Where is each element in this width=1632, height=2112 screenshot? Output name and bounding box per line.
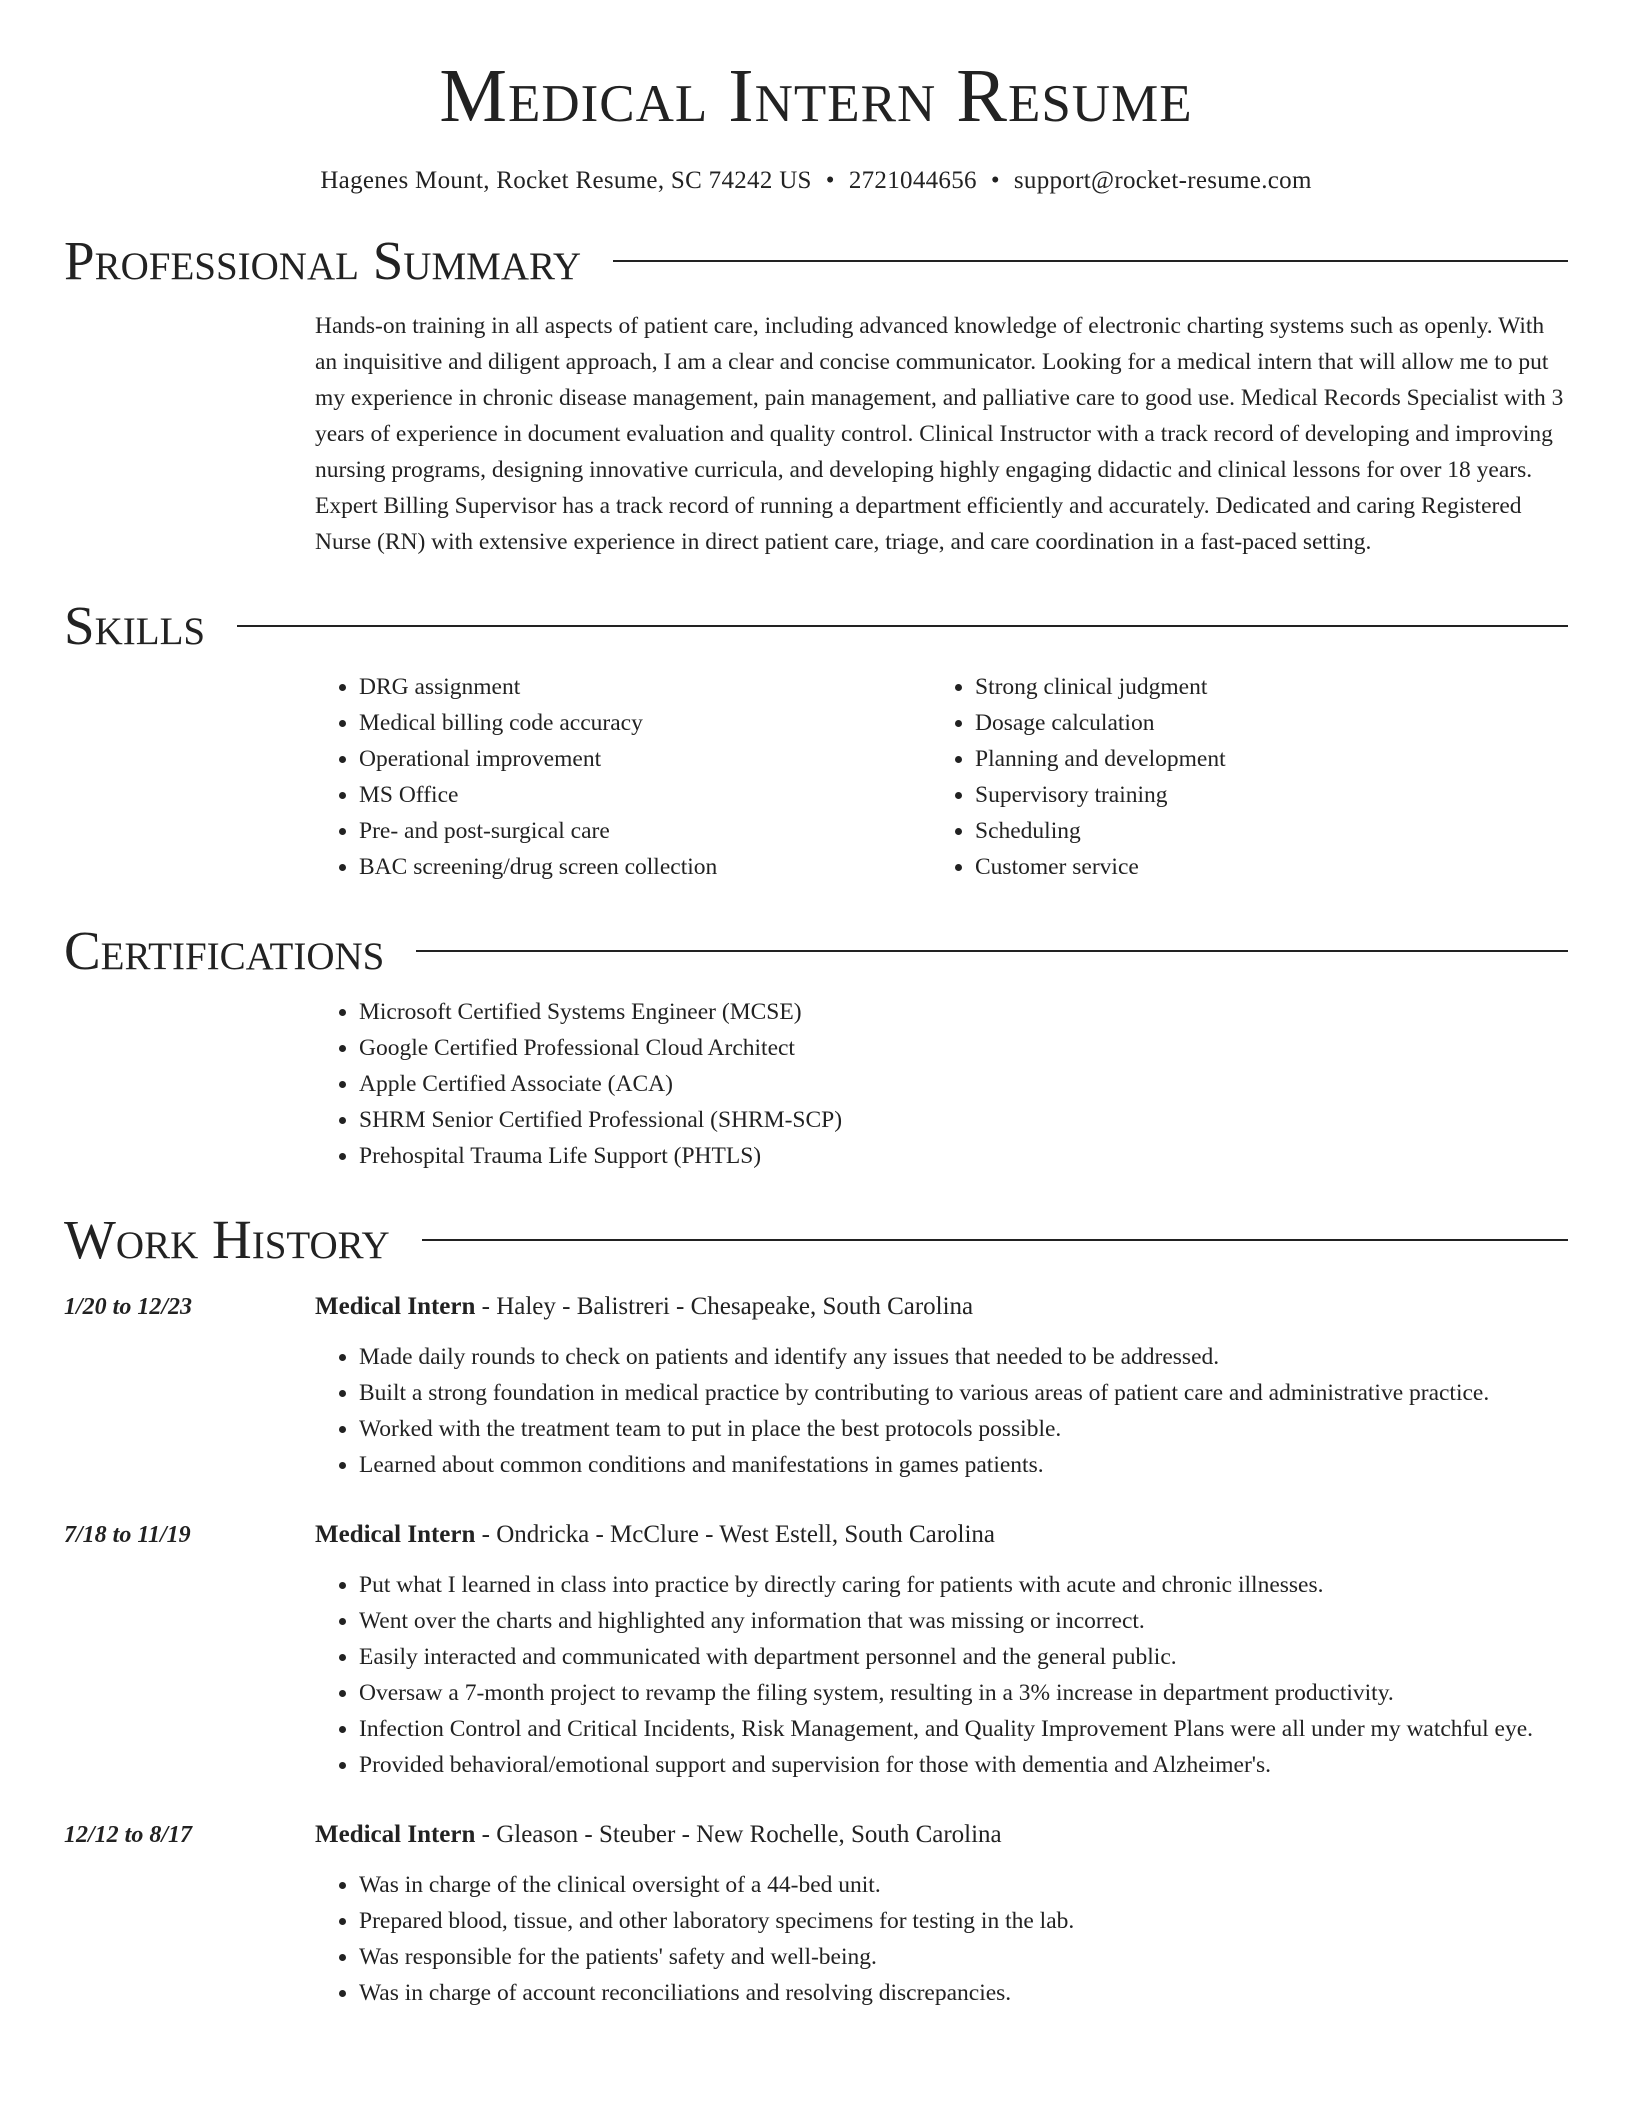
skill-item: • Strong clinical judgment [975,669,1547,705]
skill-item: • MS Office [359,777,931,813]
job-dates: 12/12 to 8/17 [64,1822,193,1848]
certification-item: • Apple Certified Associate (ACA) [359,1066,1568,1102]
contact-address: Hagenes Mount, Rocket Resume, SC 74242 US [320,167,812,194]
summary-text: Hands-on training in all aspects of patient care, including advanced knowledge of electronic charting systems such as openly. With an inquisitive and diligent approach, I am a clear and concise communicator. Looking for a medical intern that will allow me to put my experience in chronic disease management, pain management, and palliative care to good use. Medical Records Specialist with 3 years of experience in document evaluation and quality control. Clinical Instructor with a track record of developing and improving nursing programs, designing innovative curricula, and developing highly engaging didactic and clinical lessons for over 18 years. Expert Billing Supervisor has a track record of running a department efficiently and accurately. Dedicated and caring Registered Nurse (RN) with extensive experience in direct patient care, triage, and care coordination in a fast-paced setting. [315,313,1564,555]
contact-line [64,167,1568,195]
contact-separator: • [825,167,835,194]
job-entry [64,1517,1568,1783]
section-divider [613,260,1568,262]
job-entry [64,1289,1568,1483]
summary-heading: Professional Summary [64,230,582,291]
job-role: Medical Intern [315,1521,476,1548]
certification-item: • Prehospital Trauma Life Support (PHTLS) [359,1138,1568,1174]
skill-item: • Operational improvement [359,741,931,777]
job-employer: - Haley - Balistreri - Chesapeake, South Carolina [475,1293,974,1320]
job-bullet: • Easily interacted and communicated with department personnel and the general public. [359,1639,1568,1675]
certifications-section-header [64,920,1568,981]
skill-item: • Medical billing code accuracy [359,705,931,741]
job-role: Medical Intern [315,1293,476,1320]
certification-item: • Google Certified Professional Cloud Architect [359,1030,1568,1066]
skills-section-header [64,595,1568,656]
contact-separator: • [990,167,1000,194]
job-details [315,1289,1568,1483]
certifications-list [315,994,1568,1174]
job-bullet: • Was in charge of the clinical oversight of a 44-bed unit. [359,1867,1568,1903]
job-bullet: • Worked with the treatment team to put in place the best protocols possible. [359,1411,1568,1447]
job-employer: - Gleason - Steuber - New Rochelle, South Carolina [475,1821,1002,1848]
job-bullet: • Was in charge of account reconciliations and resolving discrepancies. [359,1975,1568,2011]
job-bullets [315,1339,1568,1483]
resume-title: Medical Intern Resume [439,54,1193,138]
job-bullet: • Put what I learned in class into practice by directly caring for patients with acute and chronic illnesses. [359,1567,1568,1603]
job-bullet: • Went over the charts and highlighted any information that was missing or incorrect. [359,1603,1568,1639]
skills-list-right [931,669,1547,885]
work-history-section-header [64,1209,1568,1270]
job-bullet: • Learned about common conditions and manifestations in games patients. [359,1447,1568,1483]
summary-section [315,308,1568,560]
skills-list-left [315,669,931,885]
job-bullet: • Built a strong foundation in medical practice by contributing to various areas of patient care and administrative practice. [359,1375,1568,1411]
section-divider [416,950,1568,952]
certification-item: • SHRM Senior Certified Professional (SHRM-SCP) [359,1102,1568,1138]
job-bullet: • Infection Control and Critical Incidents, Risk Management, and Quality Improvement Plans were all under my watchful eye. [359,1711,1568,1747]
section-divider [422,1239,1568,1241]
skill-item: • Supervisory training [975,777,1547,813]
certification-item: • Microsoft Certified Systems Engineer (MCSE) [359,994,1568,1030]
job-title-line [315,1517,1568,1553]
contact-phone: 2721044656 [848,167,977,194]
job-bullets [315,1867,1568,2011]
job-bullets [315,1567,1568,1783]
skill-item: • DRG assignment [359,669,931,705]
job-dates: 7/18 to 11/19 [64,1522,191,1548]
skills-section [315,669,1568,885]
skill-item: • Customer service [975,849,1547,885]
skills-heading: Skills [64,595,206,656]
skill-item: • Planning and development [975,741,1547,777]
job-details [315,1517,1568,1783]
job-bullet: • Was responsible for the patients' safety and well-being. [359,1939,1568,1975]
job-bullet: • Prepared blood, tissue, and other laboratory specimens for testing in the lab. [359,1903,1568,1939]
skill-item: • Pre- and post-surgical care [359,813,931,849]
job-title-line [315,1817,1568,1853]
contact-email: support@rocket-resume.com [1013,167,1312,194]
job-dates: 1/20 to 12/23 [64,1294,193,1320]
job-bullet: • Made daily rounds to check on patients and identify any issues that needed to be addressed. [359,1339,1568,1375]
job-bullet: • Provided behavioral/emotional support and supervision for those with dementia and Alzheimer's. [359,1747,1568,1783]
certifications-heading: Certifications [64,920,385,981]
job-employer: - Ondricka - McClure - West Estell, South Carolina [475,1521,996,1548]
work-history-heading: Work History [64,1209,390,1270]
job-title-line [315,1289,1568,1325]
job-bullet: • Oversaw a 7-month project to revamp the filing system, resulting in a 3% increase in department productivity. [359,1675,1568,1711]
skill-item: • Scheduling [975,813,1547,849]
skill-item: • Dosage calculation [975,705,1547,741]
job-entry [64,1817,1568,2011]
certifications-section [315,994,1568,1174]
section-divider [237,625,1568,627]
summary-section-header [64,230,1568,291]
job-details [315,1817,1568,2011]
skill-item: • BAC screening/drug screen collection [359,849,931,885]
job-role: Medical Intern [315,1821,476,1848]
